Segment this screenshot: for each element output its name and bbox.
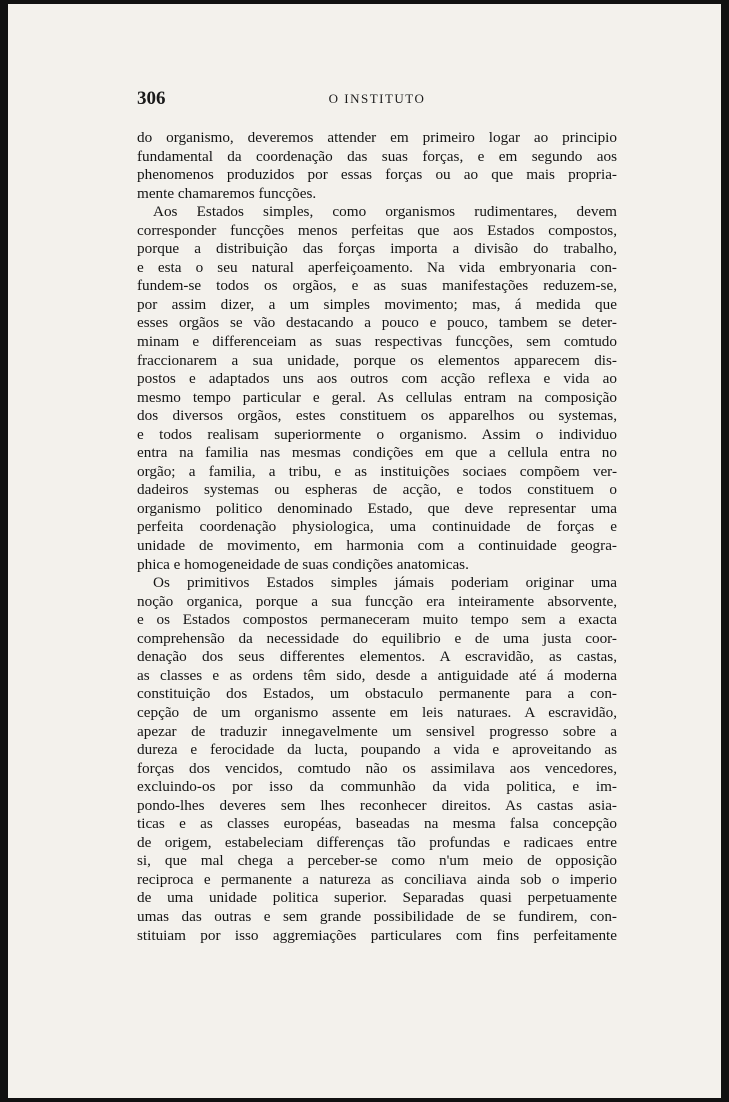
text-line: e esta o seu natural aperfeiçoamento. Na vida embryonaria con- [137, 258, 617, 276]
text-line: mesmo tempo particular e geral. As cellulas entram na composição [137, 388, 617, 406]
text-line: dureza e ferocidade da lucta, poupando a vida e aproveitando as [137, 741, 617, 759]
text-line: pondo-lhes deveres sem lhes reconhecer direitos. As castas asia- [137, 796, 617, 814]
text-line: comprehensão da necessidade do equilibrio e de uma justa coor- [137, 629, 617, 647]
text-line: e os Estados compostos permaneceram muito tempo sem a exacta [137, 611, 617, 629]
text-line: postos e adaptados uns aos outros com acção reflexa e vida ao [137, 370, 617, 388]
text-line: mente chamaremos funcções. [137, 184, 317, 202]
text-line: de uma unidade politica superior. Separadas quasi perpetuamente [137, 889, 617, 907]
text-line: si, que mal chega a perceber-se como n'um meio de opposição [137, 852, 617, 870]
text-line: dos diversos orgãos, estes constituem os apparelhos ou systemas, [137, 407, 617, 425]
body-text [137, 129, 617, 945]
text-line: de origem, estabeleciam differenças tão profundas e radicaes entre [137, 833, 617, 851]
text-line: dadeiros systemas ou espheras de acção, e todos constituem o [137, 481, 617, 499]
text-line: do organismo, deveremos attender em primeiro logar ao principio [137, 129, 617, 146]
text-line: as classes e as ordens têm sido, desde a antiguidade até á moderna [137, 666, 617, 684]
text-line: minam e differenceiam as suas respectivas funcções, sem comtudo [137, 333, 617, 351]
text-line: phica e homogeneidade de suas condições anatomicas. [137, 555, 469, 573]
text-line: denação dos seus differentes elementos. A escravidão, as castas, [137, 648, 617, 666]
text-line: noção organica, porque a sua funcção era inteiramente absorvente, [137, 592, 617, 610]
text-line: fundamental da coordenação das suas forças, e em segundo aos [137, 147, 617, 165]
text-line: fundem-se todos os orgãos, e as suas manifestações reduzem-se, [137, 277, 617, 295]
text-line: apezar de traduzir innegavelmente um sensivel progresso sobre a [137, 722, 617, 740]
text-line: porque a distribuição das forças importa a divisão do trabalho, [137, 240, 617, 258]
text-line: perfeita coordenação physiologica, uma continuidade de forças e [137, 518, 617, 536]
text-line: umas das outras e sem grande possibilidade de se fundirem, con- [137, 907, 617, 925]
text-line: fraccionarem a sua unidade, porque os elementos apparecem dis- [137, 351, 617, 369]
text-line: cepção de um organismo assente em leis naturaes. A escravidão, [137, 703, 617, 721]
text-line: esses orgãos se vão destacando a pouco e pouco, tambem se deter- [137, 314, 617, 332]
running-title: O INSTITUTO [328, 91, 426, 106]
text-line: e todos realisam superiormente o organismo. Assim o individuo [137, 425, 617, 443]
text-line: corresponder funcções menos perfeitas que aos Estados compostos, [137, 221, 617, 239]
text-line: ticas e as classes européas, baseadas na mesma falsa concepção [137, 815, 617, 833]
text-line: phenomenos produzidos por essas forças ou ao que mais propria- [137, 166, 617, 184]
text-line: orgão; a familia, a tribu, e as instituições sociaes compõem ver- [137, 462, 617, 480]
text-line: stituiam por isso aggremiações particulares com fins perfeitamente [137, 926, 617, 944]
page-number: 306 [137, 88, 166, 109]
text-line: forças dos vencidos, comtudo não os assimilava aos vencedores, [137, 759, 617, 777]
text-line: por assim dizer, a um simples movimento; mas, á medida que [137, 295, 617, 313]
text-line: organismo politico denominado Estado, que deve representar uma [137, 499, 617, 517]
text-line: unidade de movimento, em harmonia com a continuidade geogra- [137, 537, 617, 555]
text-line: Aos Estados simples, como organismos rudimentares, devem [153, 203, 617, 221]
text-line: excluindo-os por isso da communhão da vida politica, e im- [137, 778, 617, 796]
text-line: Os primitivos Estados simples jámais poderiam originar uma [153, 574, 617, 592]
page-header [137, 88, 617, 112]
text-line: reciproca e permanente a natureza as conciliava ainda sob o imperio [137, 870, 617, 888]
text-line: entra na familia nas mesmas condições em que a cellula entra no [137, 444, 617, 462]
text-line: constituição dos Estados, um obstaculo permanente para a con- [137, 685, 617, 703]
